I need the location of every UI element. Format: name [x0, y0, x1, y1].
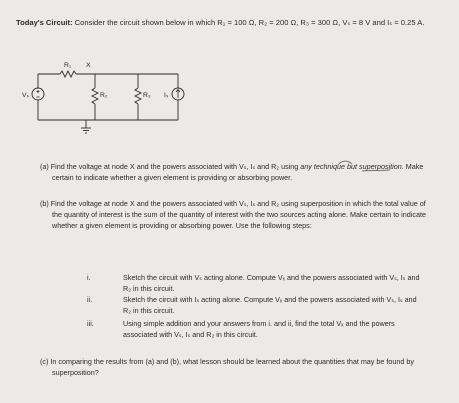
r2-label: R₂ [100, 92, 108, 99]
part-b [40, 198, 430, 231]
step-number: iii. [87, 319, 94, 328]
part-a [40, 161, 425, 183]
step-number: ii. [87, 295, 93, 304]
circuit-diagram [20, 52, 220, 142]
part-a-italic: any technique but superposition. [300, 162, 404, 171]
r2-resistor [92, 88, 98, 104]
part-b-text: (b) Find the voltage at node X and the powers associated with Vₛ, Iₛ and R₂ using superposition in which the total value of the quantity of interest is the sum of the quantity of interest with the two sources acting alone. Make certain to indicate whether a given element is providing or absorbing power. Use the following steps: [40, 199, 426, 230]
part-a-text-2: Make certain to indicate whether a given element is providing or absorbing power. [52, 162, 424, 182]
vs-label: Vₛ [22, 92, 30, 99]
vs-source-icon [32, 88, 44, 100]
step-text: Using simple addition and your answers from i. and ii, find the total Vₓ and the powers associated with Vₛ, Iₛ and R₂ in this circuit. [123, 319, 395, 339]
r3-label: R₃ [143, 92, 151, 99]
intro-label: Today's Circuit: [16, 18, 73, 27]
is-label: Iₛ [164, 92, 169, 99]
ground-icon [81, 128, 91, 133]
step-number: i. [87, 273, 91, 282]
problem-intro [16, 17, 446, 29]
step-text: Sketch the circuit with Iₛ acting alone. Compute Vₓ and the powers associated with Vₛ, Iₛ and R₂ in this circuit. [123, 295, 417, 315]
node-x-label: X [86, 62, 91, 69]
r1-label: R₁ [64, 62, 72, 69]
part-a-text-1: (a) Find the voltage at node X and the powers associated with Vₛ, Iₛ and R₂ using [40, 162, 301, 171]
r3-resistor [135, 88, 141, 104]
intro-text: Consider the circuit shown below in which R₁ = 100 Ω, R₂ = 200 Ω, R₃ = 300 Ω, Vₛ = 8 V and Iₛ = 0.25 A. [72, 18, 425, 27]
r1-resistor [60, 71, 76, 77]
part-c [40, 356, 430, 378]
step-text: Sketch the circuit with Vₛ acting alone. Compute Vₓ and the powers associated with Vₛ, Iₛ and R₂ in this circuit. [123, 273, 420, 293]
part-c-text: (c) In comparing the results from (a) and (b), what lesson should be learned about the quantities that may be found by superposition? [40, 357, 414, 377]
